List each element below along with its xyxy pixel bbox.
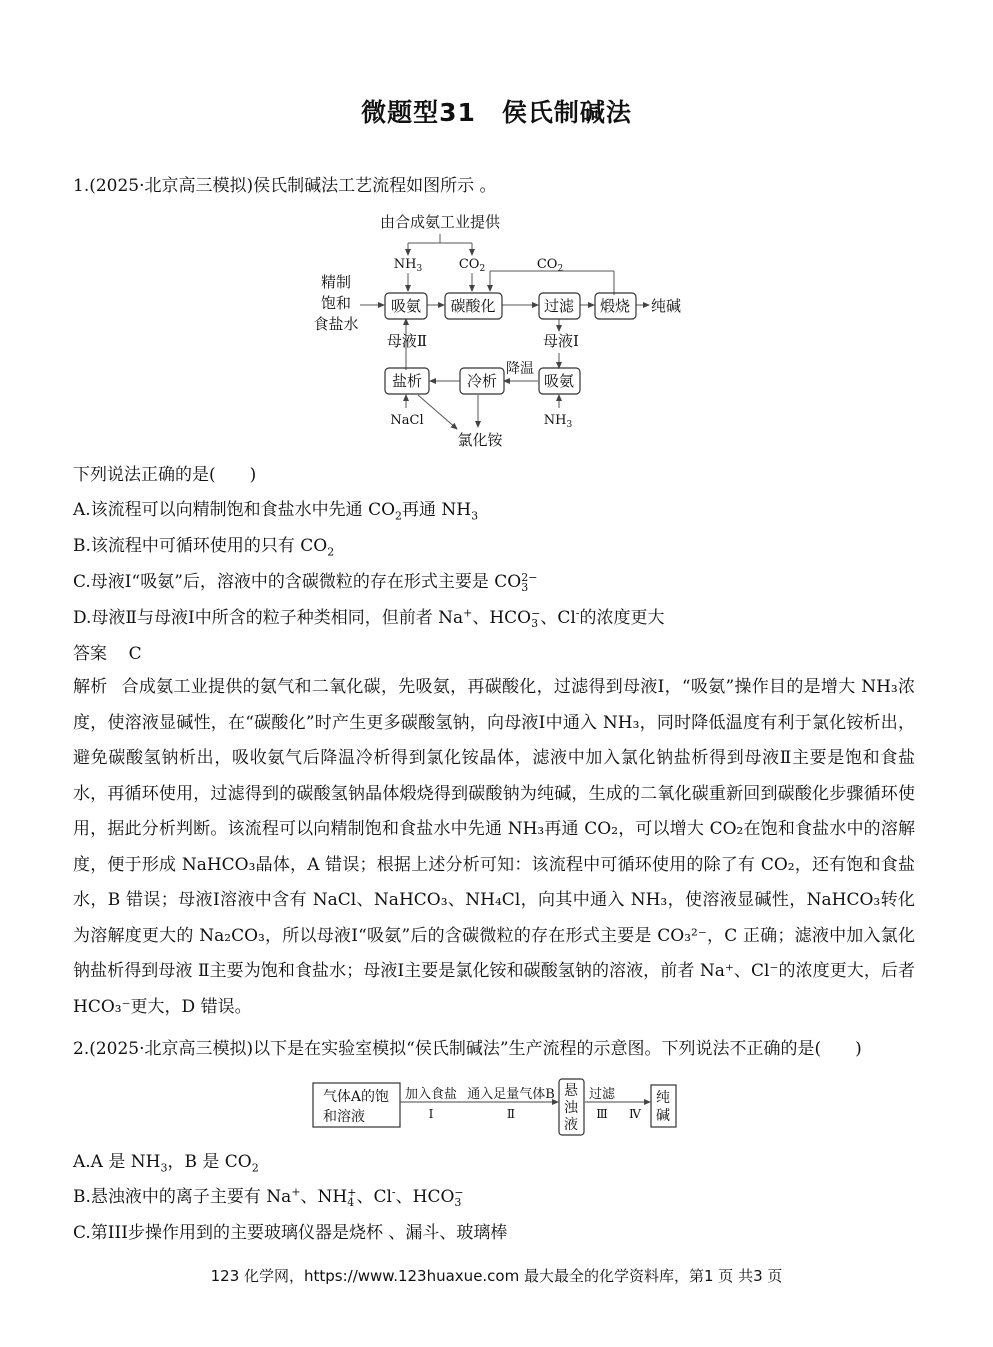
- box2-char3: 液: [564, 1117, 578, 1133]
- q1-option-b: B.该流程中可循环使用的只有 $CO_2$: [73, 536, 335, 559]
- q2-stem: 2.(2025·北京高三模拟)以下是在实验室模拟“侯氏制碱法”生产流程的示意图。下列说法不正确的是( ): [73, 1039, 862, 1059]
- step3-label: 过滤: [588, 1087, 616, 1102]
- page-title: 微题型31 侯氏制碱法: [361, 98, 632, 127]
- step2-label: 通入足量气体B: [467, 1087, 555, 1102]
- co2-in-label: CO: [458, 257, 480, 272]
- q1-flow-diagram: [300, 205, 700, 455]
- q2-option-a: A.A 是 $NH_3$，B 是 $CO_2$: [73, 1152, 259, 1175]
- cool-label: 降温: [506, 361, 534, 377]
- box-absorb-2: 吸氨: [543, 372, 575, 390]
- svg-text:NH3: $NH_3$: [393, 257, 423, 274]
- svg-text:CO2: $CO_2$: [458, 257, 486, 274]
- mother-liquor-2: 母液Ⅱ: [386, 332, 428, 350]
- step1-label: 加入食盐: [404, 1087, 458, 1102]
- box-salt-out: 盐析: [391, 372, 423, 390]
- box3-char1: 纯: [656, 1090, 670, 1106]
- nh4cl-label: 氯化铵: [457, 431, 503, 449]
- q1-option-a: A.该流程可以向精制饱和食盐水中先通 $CO_2$再通 $NH_3$: [73, 500, 479, 523]
- q1-option-c: C.母液Ⅰ“吸氨”后，溶液中的含碳微粒的存在形式主要是 CO 2− 3: [73, 570, 538, 594]
- box2-char2: 浊: [564, 1100, 578, 1116]
- analysis-text: 合成氨工业提供的氨气和二氧化碳，先吸氨，再碳酸化，过滤得到母液Ⅰ，“吸氨”操作目的是增大 NH₃浓度，使溶液显碱性，在“碳酸化”时产生更多碳酸氢钠，向母液Ⅰ中通入 NH₃，同时降低温度有利于氯化铵析出，避免碳酸氢钠析出，吸收氨气后降温冷析得到氯化铵晶体，滤液中加入氯化钠盐析得到母液Ⅱ主要是饱和食盐水，再循环使用，过滤得到的碳酸氢钠晶体煅烧得到碳酸钠为纯碱，生成的二氧化碳重新回到碳酸化步骤循环使用，据此分析判断。该流程可以向精制饱和食盐水中先通 NH₃再通 CO₂，可以增大 CO₂在饱和食盐水中的溶解度，便于形成 NaHCO₃晶体，A 错误；根据上述分析可知：该流程中可循环使用的除了有 CO₂，还有饱和食盐水，B 错误；母液Ⅰ溶液中含有 NaCl、NaHCO₃、NH₄Cl，向其中通入 NH₃，使溶液显碱性，NaHCO₃转化为溶解度更大的 Na₂CO₃，所以母液Ⅰ“吸氨”后的含碳微粒的存在形式主要是 CO₃²⁻，C 正确；滤液中加入氯化钠盐析得到母液 Ⅱ主要为饱和食盐水；母液Ⅰ主要是氯化铵和碳酸氢钠的溶液，前者 Na⁺、Cl⁻的浓度更大，后者 HCO₃⁻更大，D 错误。: [73, 677, 916, 1017]
- box1-line2: 和溶液: [323, 1109, 365, 1125]
- q1-option-d: D.母液Ⅱ与母液Ⅰ中所含的粒子种类相同，但前者 Na+、HCO − 3 、Cl-的浓度更大: [73, 606, 665, 630]
- svg-text:CO2: $CO_2$: [536, 257, 564, 274]
- nacl-label: NaCl: [390, 413, 424, 428]
- feed-line-3: 食盐水: [313, 315, 359, 333]
- box-calcine: 煅烧: [599, 297, 631, 315]
- svg-text:NH3: $NH_3$: [543, 413, 573, 430]
- box-carbonate: 碳酸化: [450, 297, 496, 315]
- step4-num: Ⅳ: [629, 1107, 641, 1121]
- step1-num: Ⅰ: [428, 1107, 434, 1121]
- q1-analysis: [73, 670, 915, 1025]
- q1-stem: 1.(2025·北京高三模拟)侯氏制碱法工艺流程如图所示 。: [73, 176, 497, 196]
- product-label: 纯碱: [650, 297, 682, 315]
- diagram-top-label: 由合成氨工业提供: [379, 213, 501, 231]
- q1-answer: 答案 C: [73, 644, 142, 664]
- feed-line-2: 饱和: [320, 294, 352, 312]
- co2-recycle-label: CO: [536, 257, 558, 272]
- box1-line1: 气体A的饱: [322, 1089, 390, 1105]
- step3-num: Ⅲ: [596, 1107, 608, 1121]
- box-absorb-1: 吸氨: [390, 297, 422, 315]
- nh3-in-label: NH: [393, 257, 417, 272]
- q2-option-b: B.悬浊液中的离子主要有 Na+、NH + 4 、Cl-、HCO − 3: [73, 1185, 464, 1209]
- q2-flow-diagram: [310, 1077, 690, 1139]
- mother-liquor-1: 母液Ⅰ: [543, 332, 579, 350]
- analysis-label: 解析: [73, 677, 108, 697]
- q2-option-c: C.第III步操作用到的主要玻璃仪器是烧杯 、漏斗、玻璃棒: [73, 1223, 508, 1243]
- box3-char2: 碱: [656, 1108, 670, 1124]
- page-footer: 123 化学网，https://www.123huaxue.com 最大最全的化学资料库，第1 页 共3 页: [210, 1267, 783, 1285]
- step2-num: Ⅱ: [506, 1107, 516, 1121]
- box-cool: 冷析: [466, 372, 498, 390]
- feed-line-1: 精制: [320, 273, 352, 291]
- nh3-bottom-label: NH: [543, 413, 567, 428]
- box-filter: 过滤: [543, 297, 575, 315]
- q1-prompt: 下列说法正确的是( ): [73, 465, 257, 485]
- box2-char1: 悬: [564, 1083, 578, 1099]
